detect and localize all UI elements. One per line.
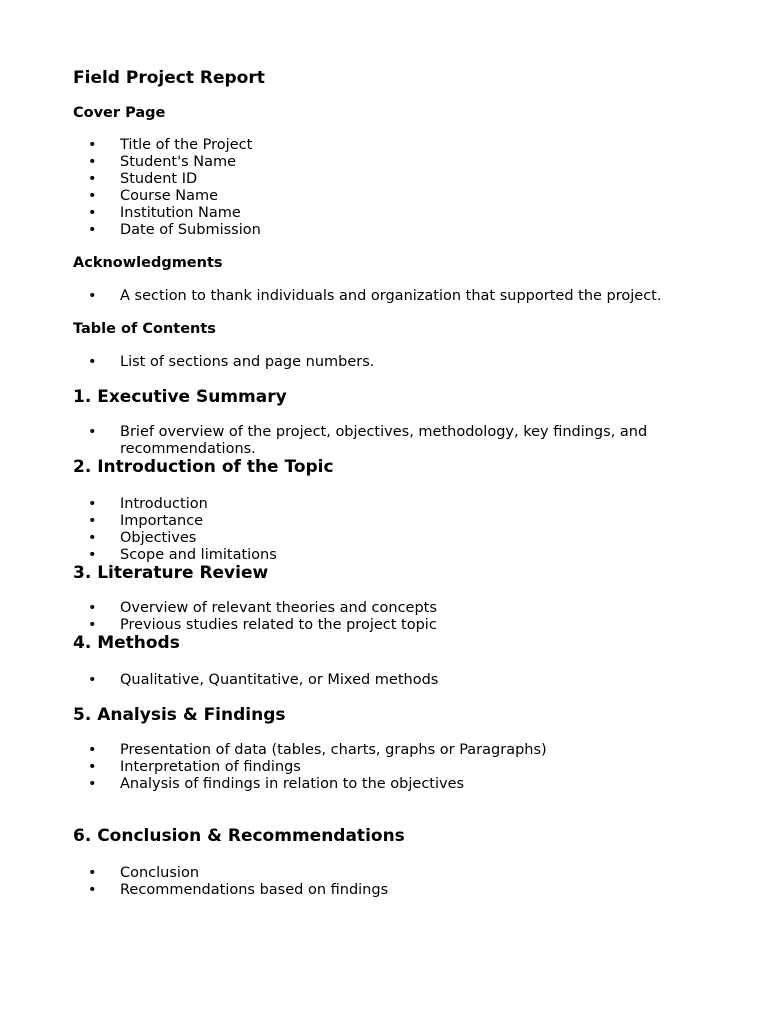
bullet-icon: • bbox=[88, 171, 97, 187]
list-item bbox=[0, 530, 768, 547]
list-item-text: Scope and limitations bbox=[120, 547, 277, 563]
list-item-text: Conclusion bbox=[120, 865, 200, 881]
list-item-text: Date of Submission bbox=[120, 222, 261, 238]
list-item bbox=[0, 424, 768, 458]
list-item bbox=[0, 759, 768, 776]
list-item bbox=[0, 496, 768, 513]
bullet-icon: • bbox=[88, 742, 97, 758]
document-title: Field Project Report bbox=[73, 68, 265, 88]
bullet-icon: • bbox=[88, 354, 97, 370]
executive-summary-list bbox=[0, 424, 768, 458]
list-item bbox=[0, 882, 768, 899]
list-item bbox=[0, 547, 768, 564]
introduction-list bbox=[0, 496, 768, 564]
list-item-text: Importance bbox=[120, 513, 204, 529]
list-item bbox=[0, 137, 768, 154]
list-item bbox=[0, 188, 768, 205]
bullet-icon: • bbox=[88, 759, 97, 775]
list-item-text: Student's Name bbox=[120, 154, 237, 170]
list-item-text: Title of the Project bbox=[120, 137, 253, 153]
list-item-text: Qualitative, Quantitative, or Mixed methods bbox=[120, 672, 439, 688]
list-item bbox=[0, 171, 768, 188]
list-item-text: Presentation of data (tables, charts, graphs or Paragraphs) bbox=[120, 742, 547, 758]
bullet-icon: • bbox=[88, 547, 97, 563]
analysis-findings-list bbox=[0, 742, 768, 793]
bullet-icon: • bbox=[88, 617, 97, 633]
list-item bbox=[0, 288, 768, 305]
cover-page-heading: Cover Page bbox=[73, 105, 166, 121]
section-heading-introduction: 2. Introduction of the Topic bbox=[73, 457, 334, 477]
bullet-icon: • bbox=[88, 496, 97, 512]
bullet-icon: • bbox=[88, 205, 97, 221]
list-item bbox=[0, 600, 768, 617]
bullet-icon: • bbox=[88, 776, 97, 792]
list-item bbox=[0, 205, 768, 222]
bullet-icon: • bbox=[88, 137, 97, 153]
bullet-icon: • bbox=[88, 513, 97, 529]
bullet-icon: • bbox=[88, 188, 97, 204]
section-heading-methods: 4. Methods bbox=[73, 633, 180, 653]
bullet-icon: • bbox=[88, 154, 97, 170]
list-item-text: Interpretation of findings bbox=[120, 759, 301, 775]
section-heading-literature-review: 3. Literature Review bbox=[73, 563, 269, 583]
list-item-text: Analysis of findings in relation to the objectives bbox=[120, 776, 465, 792]
cover-page-list bbox=[0, 137, 768, 239]
bullet-icon: • bbox=[88, 530, 97, 546]
bullet-icon: • bbox=[88, 882, 97, 898]
list-item bbox=[0, 742, 768, 759]
list-item bbox=[0, 776, 768, 793]
list-item bbox=[0, 617, 768, 634]
list-item-text: Overview of relevant theories and concepts bbox=[120, 600, 437, 616]
acknowledgments-list bbox=[0, 288, 768, 305]
list-item-text: Student ID bbox=[120, 171, 198, 187]
bullet-icon: • bbox=[88, 288, 97, 304]
list-item bbox=[0, 222, 768, 239]
list-item-text: Objectives bbox=[120, 530, 197, 546]
list-item bbox=[0, 354, 768, 371]
list-item bbox=[0, 513, 768, 530]
list-item-text: Brief overview of the project, objectives, methodology, key findings, and recommendations. bbox=[120, 424, 648, 457]
section-heading-conclusion: 6. Conclusion & Recommendations bbox=[73, 826, 405, 846]
list-item-text: Recommendations based on findings bbox=[120, 882, 389, 898]
literature-review-list bbox=[0, 600, 768, 634]
list-item-text: Institution Name bbox=[120, 205, 241, 221]
acknowledgments-heading: Acknowledgments bbox=[73, 255, 223, 271]
bullet-icon: • bbox=[88, 424, 97, 440]
bullet-icon: • bbox=[88, 865, 97, 881]
bullet-icon: • bbox=[88, 672, 97, 688]
list-item-text: A section to thank individuals and organization that supported the project. bbox=[120, 288, 662, 304]
bullet-icon: • bbox=[88, 222, 97, 238]
section-heading-executive-summary: 1. Executive Summary bbox=[73, 387, 287, 407]
list-item-text: List of sections and page numbers. bbox=[120, 354, 375, 370]
list-item bbox=[0, 865, 768, 882]
methods-list bbox=[0, 672, 768, 689]
list-item-text: Introduction bbox=[120, 496, 208, 512]
section-heading-analysis-findings: 5. Analysis & Findings bbox=[73, 705, 286, 725]
table-of-contents-heading: Table of Contents bbox=[73, 321, 216, 337]
table-of-contents-list bbox=[0, 354, 768, 371]
list-item-text: Previous studies related to the project topic bbox=[120, 617, 437, 633]
list-item bbox=[0, 154, 768, 171]
list-item-text: Course Name bbox=[120, 188, 219, 204]
list-item bbox=[0, 672, 768, 689]
bullet-icon: • bbox=[88, 600, 97, 616]
conclusion-list bbox=[0, 865, 768, 899]
